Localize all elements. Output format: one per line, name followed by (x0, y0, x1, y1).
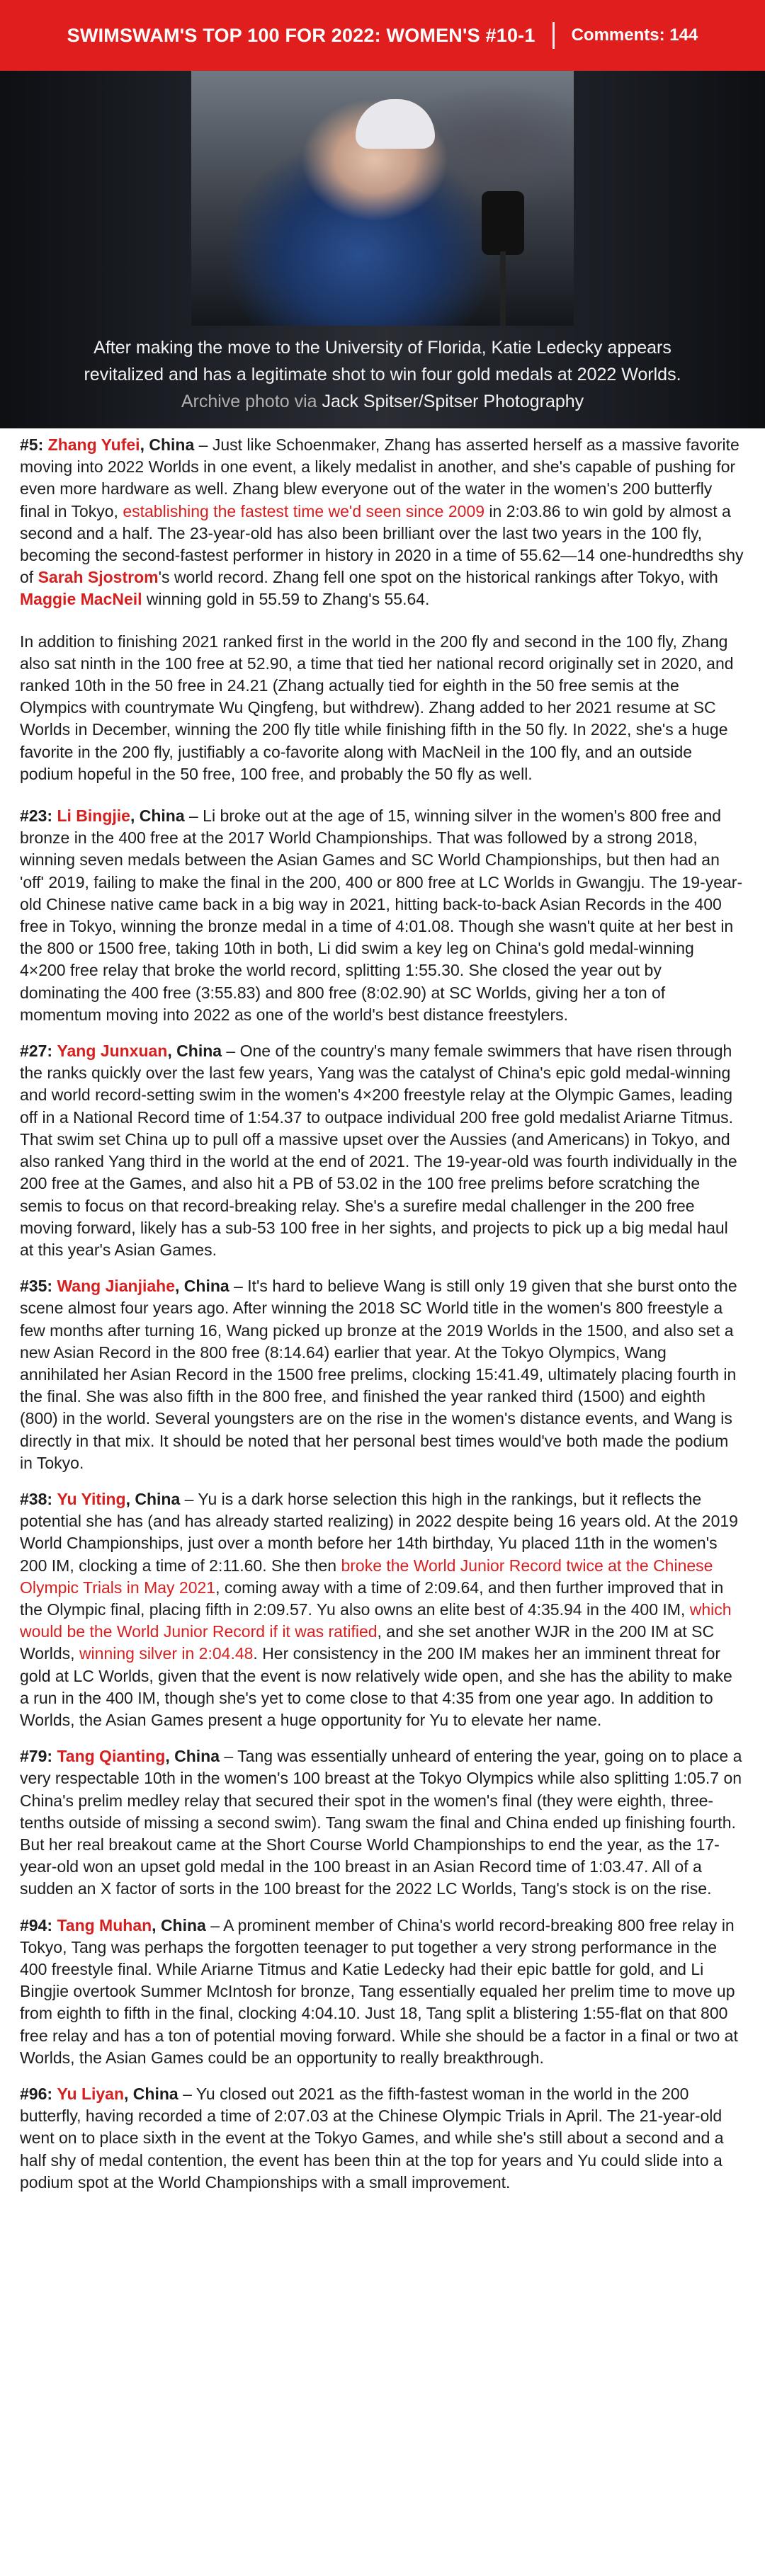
article-link[interactable]: broke the World Junior Record twice at the Chinese Olympic Trials in May 2021 (20, 1556, 713, 1597)
caption-archive-label: Archive photo via (181, 392, 317, 411)
entry-country: , China (152, 1915, 206, 1934)
athlete-link[interactable]: Maggie MacNeil (20, 590, 142, 609)
entry-text: – Yu is a dark horse selection this high in the rankings, but it reflects the potential she has (and has already started realizing) in 2022 despite being 16 years old. At the 2019 World Championships, just over a month before her 14th birthday, Yu placed 11th in the women's 200 IM, clocking a time of 2:11.60. She then (20, 1489, 738, 1575)
entry-text: – Li broke out at the age of 15, winning silver in the women's 800 free and bronze in the 400 free at the 2017 World Championships. That was followed by a strong 2018, winning seven medals between the Asian Games and SC World Championships, but then had an 'off' 2019, failing to make the final in the 200, 400 or 800 free at LC Worlds in Gwangju. The 19-year-old Chinese native came back in a big way in 2021, hitting back-to-back Asian Records in the 400 free in Tokyo, winning the bronze medal in a time of 4:01.08. Though she wasn't quite at her best in the 800 or 1500 free, taking 10th in both, Li did swim a key leg on China's gold medal-winning 4×200 free relay that broke the world record, splitting 1:55.30. She closed the year out by dominating the 400 free (3:55.83) and 800 free (8:02.90) at SC Worlds, giving her a ton of momentum moving into 2022 as one of the world's best distance freestylers. (20, 807, 743, 1024)
entry-79 (20, 1745, 744, 1900)
athlete-link[interactable]: Sarah Sjostrom (38, 568, 159, 587)
athlete-link[interactable]: Tang Muhan (57, 1915, 152, 1934)
article-link[interactable]: establishing the fastest time we'd seen since 2009 (123, 501, 485, 520)
entry-rank: #96: (20, 2085, 53, 2104)
entry-rank: #79: (20, 1747, 53, 1766)
article-link[interactable]: which would be the World Junior Record if it was ratified (20, 1600, 732, 1641)
entry-rank: #94: (20, 1915, 53, 1934)
entry-35 (20, 1275, 744, 1474)
article-link[interactable]: winning silver in 2:04.48 (79, 1644, 254, 1663)
athlete-link[interactable]: Li Bingjie (57, 807, 130, 826)
athlete-link[interactable]: Yu Yiting (57, 1489, 126, 1508)
title-divider (552, 22, 555, 49)
page-title[interactable]: SWIMSWAM'S TOP 100 FOR 2022: WOMEN'S #10-1 (67, 24, 536, 46)
entry-rank: #27: (20, 1042, 53, 1061)
entry-rank: #38: (20, 1489, 53, 1508)
caption-text: After making the move to the University of Florida, Katie Ledecky appears revitalized and has a legitimate shot to win four gold medals at 2022 Worlds. (84, 338, 681, 384)
hero-photo (191, 71, 574, 326)
swim-cap-shape (356, 99, 435, 149)
entry-rank: #35: (20, 1277, 53, 1296)
entry-94 (20, 1915, 744, 2069)
top-banner (0, 0, 765, 71)
athlete-link[interactable]: Yu Liyan (57, 2085, 125, 2104)
entry-5-paragraph-2: In addition to finishing 2021 ranked first in the world in the 200 fly and second in the 100 fly, Zhang also sat ninth in the 100 free at 52.90, a time that tied her national record originally set in 2020, and ranked 10th in the 50 free in 24.21 (Zhang actually tied for eighth in the 50 free semis at the Olympics with countrymate Wu Qingfeng, but withdrew). Zhang added to her 2021 resume at SC Worlds in December, winning the 200 fly title while finishing fifth in the 50 fly. In 2022, she's a huge favorite in the 200 fly, justifiably a co-favorite along with MacNeil in the 100 fly, and an outside podium hopeful in the 50 free, 100 free, and probably the 50 fly as well. (20, 632, 734, 783)
entry-text: . Her consistency in the 200 IM makes her an imminent threat for gold at LC Worlds, given that the event is now relatively wide open, and she has the ability to make a run in the 400 IM, though she's yet to come close to that 4:35 from one year ago. In addition to Worlds, the Asian Games present a huge opportunity for Yu to elevate her name. (20, 1644, 732, 1729)
entry-rank: #23: (20, 807, 53, 826)
entry-text: – It's hard to believe Wang is still only 19 given that she burst onto the scene almost four years ago. After winning the 2018 SC World title in the women's 800 freestyle a few months after turning 16, Wang picked up bronze at the 2019 Worlds in the 1500, and also set a new Asian Record in the 800 free (8:14.64) earlier that year. At the Tokyo Olympics, Wang annihilated her Asian Record in the 1500 free prelims, clocking 15:41.49, ultimately placing fourth in the final. She was also fifth in the 800 free, and finished the year ranked third (1500) and eighth (800) in the world. Several youngsters are on the rise in the women's distance events, and Wang is directly in that mix. It should be noted that her personal best times would've both made the podium in Tokyo. (20, 1277, 737, 1472)
entry-text: , and she set another WJR in the 200 IM at SC Worlds, (20, 1622, 715, 1663)
athlete-link[interactable]: Tang Qianting (57, 1747, 166, 1766)
athlete-link[interactable]: Yang Junxuan (57, 1042, 168, 1061)
entry-country: , China (165, 1747, 220, 1766)
entry-country: , China (125, 1489, 181, 1508)
entry-text: – One of the country's many female swimmers that have risen through the ranks quickly over the last few years, Yang was the catalyst of China's epic gold medal-winning and world record-setting swim in the women's 4×200 freestyle relay at the Olympic Games, leading off in a National Record time of 1:54.37 to outpace individual 200 free gold medalist Ariarne Titmus. That swim set China up to pull off a massive upset over the Aussies (and Americans) in Tokyo, and also ranked Yang third in the world at the end of 2021. The 19-year-old was fourth individually in the 200 free at the Games, and also hit a PB of 53.02 in the 100 free prelims before scratching the semis to focus on that record-breaking relay. She's a surefire medal challenger in the 200 free moving forward, likely has a sub-53 100 free in her sights, and projects to pick up a big medal haul at this year's Asian Games. (20, 1042, 737, 1259)
caption-credit-link[interactable]: Jack Spitser/Spitser Photography (322, 392, 584, 411)
photo-caption (57, 334, 708, 415)
entry-38 (20, 1488, 744, 1731)
entry-text: in 2:03.86 to win gold by almost a second and a half. The 23-year-old has also been brilliant over the last two years in the 100 fly, becoming the second-fastest performer in history in 2020 in a time of 55.62—14 one-hundredths shy of (20, 501, 744, 587)
comments-link[interactable]: Comments: 144 (571, 25, 698, 45)
entry-country: , China (175, 1277, 230, 1296)
article-body (0, 428, 765, 2194)
entry-rank: #5: (20, 435, 44, 454)
entry-text: – Just like Schoenmaker, Zhang has asserted herself as a massive favorite moving into 2022 Worlds in one event, a likely medalist in another, and she's capable of pushing for even more hardware as well. Zhang blew everyone out of the water in the women's 200 butterfly final in Tokyo, (20, 435, 740, 520)
athlete-link[interactable]: Wang Jianjiahe (57, 1277, 176, 1296)
athlete-link[interactable]: Zhang Yufei (47, 435, 140, 454)
entry-text: – A prominent member of China's world record-breaking 800 free relay in Tokyo, Tang was perhaps the forgotten teenager to put together a very strong performance in the 400 freestyle final. While Ariarne Titmus and Katie Ledecky had their epic battle for gold, and Li Bingjie overtook Summer McIntosh for bronze, Tang essentially equaled her prelim time to move up from eighth to fifth in the final, clocking 4:04.10. Just 18, Tang split a blistering 1:55-flat on that 800 free relay and has a ton of potential moving forward. While she should be a factor in a final or two at Worlds, the Asian Games could be an opportunity to really breakthrough. (20, 1915, 738, 2067)
entry-text: – Tang was essentially unheard of entering the year, going on to place a very respectable 10th in the women's 100 breast at the Tokyo Olympics while also splitting 1:05.7 on China's prelim medley relay that secured their spot in the women's final (they were eighth, three-tenths outside of missing a second swim). Tang swam the final and China ended up finishing fourth. But her real breakout came at the Short Course World Championships to end the year, as the 17-year-old won an upset gold medal in the 100 breast in an Asian Record time of 1:03.47. All of a sudden an X factor of sorts in the 100 breast for the 2022 LC Worlds, Tang's stock is on the rise. (20, 1747, 742, 1898)
hero-section (0, 71, 765, 428)
entry-country: , China (167, 1042, 222, 1061)
entry-5 (20, 434, 744, 611)
entry-96 (20, 2083, 744, 2194)
entry-23 (20, 805, 744, 1026)
microphone-stand-shape (500, 251, 506, 326)
microphone-shape (482, 191, 524, 255)
entry-text: , coming away with a time of 2:09.64, and then further improved that in the Olympic final, placing fifth in 2:09.57. Yu also owns an elite best of 4:35.94 in the 400 IM, (20, 1578, 724, 1619)
entry-country: , China (130, 807, 185, 826)
entry-country: , China (140, 435, 195, 454)
entry-country: , China (124, 2085, 178, 2104)
entry-text: 's world record. Zhang fell one spot on the historical rankings after Tokyo, with (158, 568, 718, 587)
entry-text: winning gold in 55.59 to Zhang's 55.64. (142, 590, 430, 609)
entry-text: – Yu closed out 2021 as the fifth-fastest woman in the world in the 200 butterfly, having recorded a time of 2:07.03 at the Chinese Olympic Trials in April. The 21-year-old went on to place sixth in the event at the Tokyo Games, and while she's still about a second and a half shy of medal contention, the event has been thin at the top for years and Yu could slide into a podium spot at the World Championships with a small improvement. (20, 2085, 724, 2192)
entry-27 (20, 1040, 744, 1261)
